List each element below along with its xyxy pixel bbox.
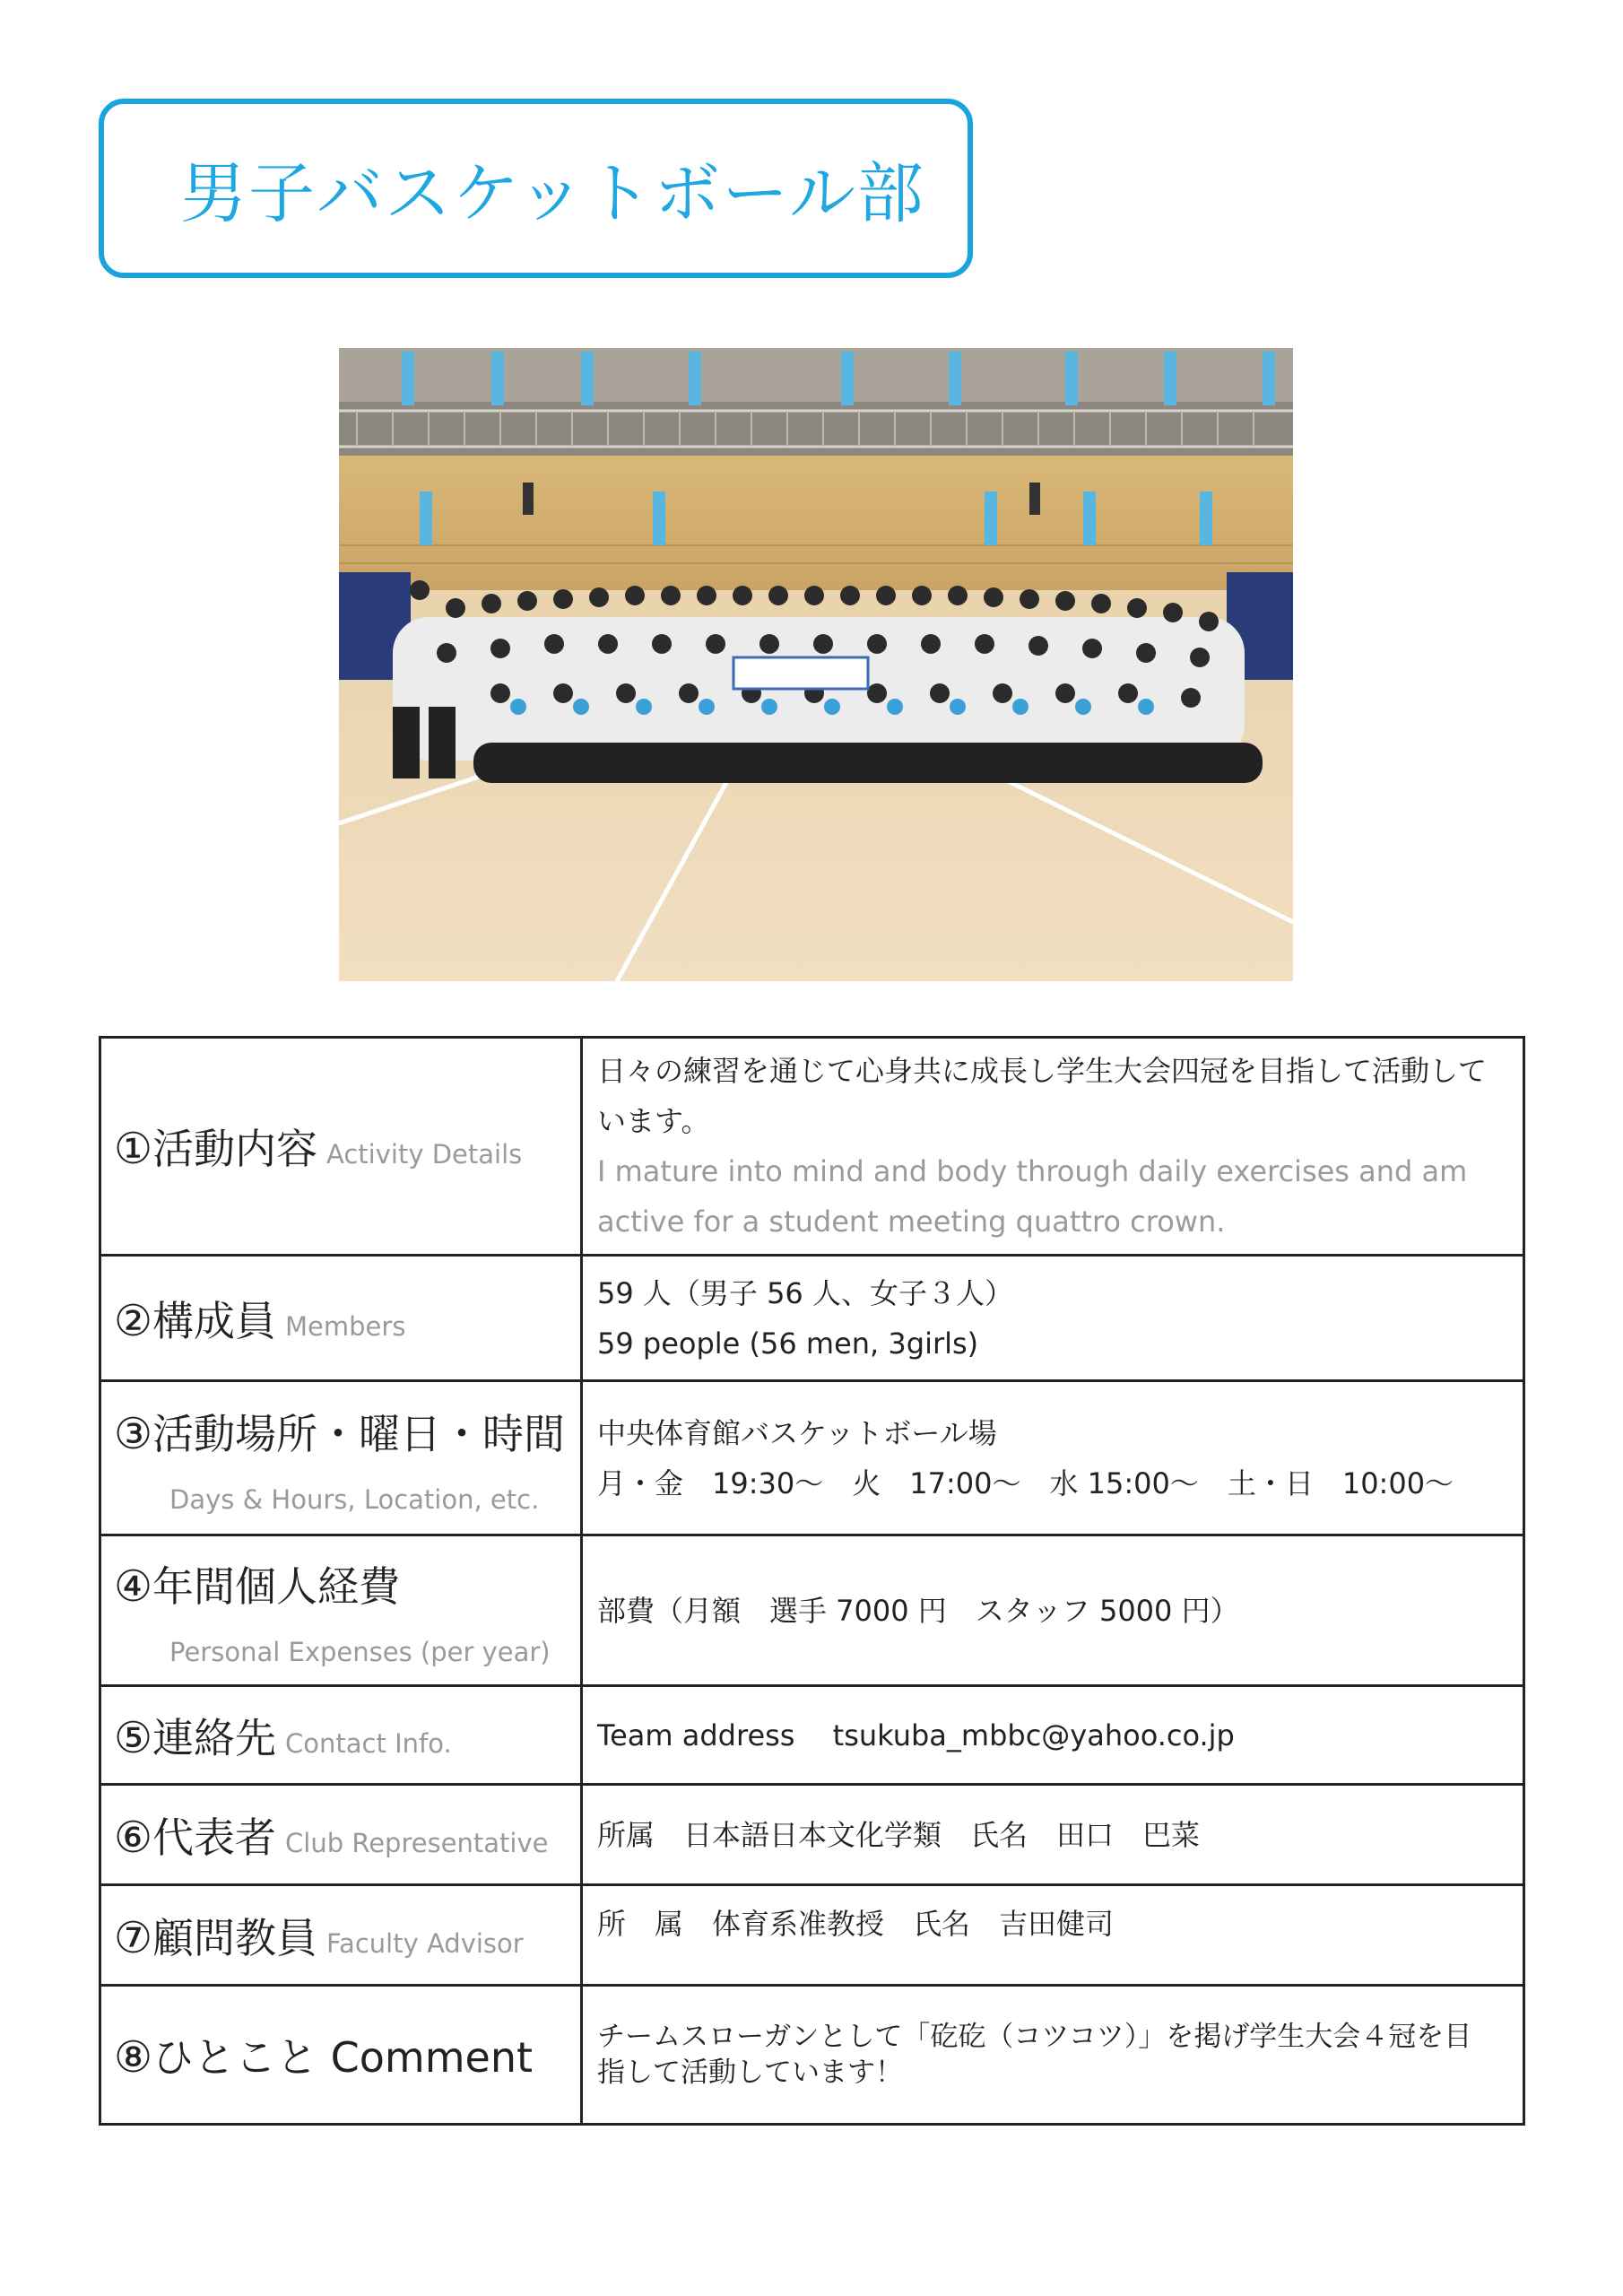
label-ja: 年間個人経費 xyxy=(152,1561,401,1611)
value-line: 部費（月額 選手 7000 円 スタッフ 5000 円） xyxy=(597,1593,1239,1628)
row-value-members xyxy=(582,1256,1524,1381)
label-en: Members xyxy=(285,1310,406,1342)
row-number: ④ xyxy=(114,1561,153,1612)
label-ja: 活動場所・曜日・時間 xyxy=(152,1409,566,1458)
table-row xyxy=(100,1785,1524,1885)
value-line: 指して活動しています！ xyxy=(597,2057,903,2089)
label-ja: 連絡先 xyxy=(152,1713,277,1762)
row-number: ⑤ xyxy=(114,1712,153,1763)
table-row xyxy=(100,1686,1524,1785)
contact-email: Team address tsukuba_mbbc@yahoo.co.jp xyxy=(597,1718,1235,1752)
table-row xyxy=(100,1256,1524,1381)
row-number: ⑥ xyxy=(114,1812,153,1863)
row-value-advisor xyxy=(582,1885,1524,1986)
row-number: ⑧ xyxy=(114,2032,153,2083)
value-line: 所属 日本語日本文化学類 氏名 田口 巴菜 xyxy=(597,1817,1201,1852)
row-label-comment xyxy=(100,1986,582,2125)
row-label-representative xyxy=(100,1785,582,1885)
table-row xyxy=(100,1038,1524,1256)
row-number: ① xyxy=(114,1124,153,1174)
value-line: 月・金 19:30～ 火 17:00～ 水 15:00～ 土・日 10:00～ xyxy=(597,1465,1454,1500)
value-line: 日々の練習を通じて心身共に成長し学生大会四冠を目指して活動して xyxy=(597,1054,1488,1088)
label-en: Personal Expenses (per year) xyxy=(169,1636,551,1667)
row-label-members xyxy=(100,1256,582,1381)
label-en: Club Representative xyxy=(285,1827,549,1858)
row-number: ② xyxy=(114,1295,153,1346)
label-en: Activity Details xyxy=(326,1139,523,1170)
row-label-location xyxy=(100,1381,582,1535)
title-box xyxy=(99,99,973,278)
value-line: チームスローガンとして「矻矻（コツコツ）」を掲げ学生大会４冠を目 xyxy=(597,2021,1472,2053)
info-table xyxy=(99,1036,1525,2126)
value-line-en: active for a student meeting quattro crown. xyxy=(597,1205,1226,1239)
row-value-location xyxy=(582,1381,1524,1535)
row-label-activity xyxy=(100,1038,582,1256)
row-label-advisor xyxy=(100,1885,582,1986)
team-photo-image xyxy=(339,348,1293,981)
page-title: 男子バスケットボール部 xyxy=(180,155,925,232)
label-ja: 代表者 xyxy=(152,1813,277,1862)
value-line-en: I mature into mind and body through daily exercises and am xyxy=(597,1154,1468,1188)
label-ja: ひとこと Comment xyxy=(152,2033,534,2082)
table-row xyxy=(100,1535,1524,1686)
table-row xyxy=(100,1986,1524,2125)
value-line: 所 属 体育系准教授 氏名 吉田健司 xyxy=(597,1907,1115,1941)
row-value-activity xyxy=(582,1038,1524,1256)
value-line: います。 xyxy=(597,1104,710,1138)
row-label-expenses xyxy=(100,1535,582,1686)
value-line: 59 人（男子 56 人、女子３人） xyxy=(597,1275,1013,1310)
label-ja: 活動内容 xyxy=(152,1125,318,1173)
row-number: ③ xyxy=(114,1408,153,1459)
row-label-contact xyxy=(100,1686,582,1785)
row-value-contact xyxy=(582,1686,1524,1785)
table-row xyxy=(100,1381,1524,1535)
table-row xyxy=(100,1885,1524,1986)
value-line: 中央体育館バスケットボール場 xyxy=(597,1415,997,1450)
label-ja: 構成員 xyxy=(152,1296,277,1345)
row-number: ⑦ xyxy=(114,1912,153,1963)
row-value-expenses xyxy=(582,1535,1524,1686)
row-value-comment xyxy=(582,1986,1524,2125)
value-line: 59 people (56 men, 3girls) xyxy=(597,1326,979,1361)
row-value-representative xyxy=(582,1785,1524,1885)
label-en: Faculty Advisor xyxy=(326,1927,524,1959)
label-en: Contact Info. xyxy=(285,1727,452,1759)
label-ja: 顧問教員 xyxy=(152,1913,318,1962)
label-en: Days & Hours, Location, etc. xyxy=(169,1483,540,1515)
team-photo xyxy=(339,348,1293,981)
